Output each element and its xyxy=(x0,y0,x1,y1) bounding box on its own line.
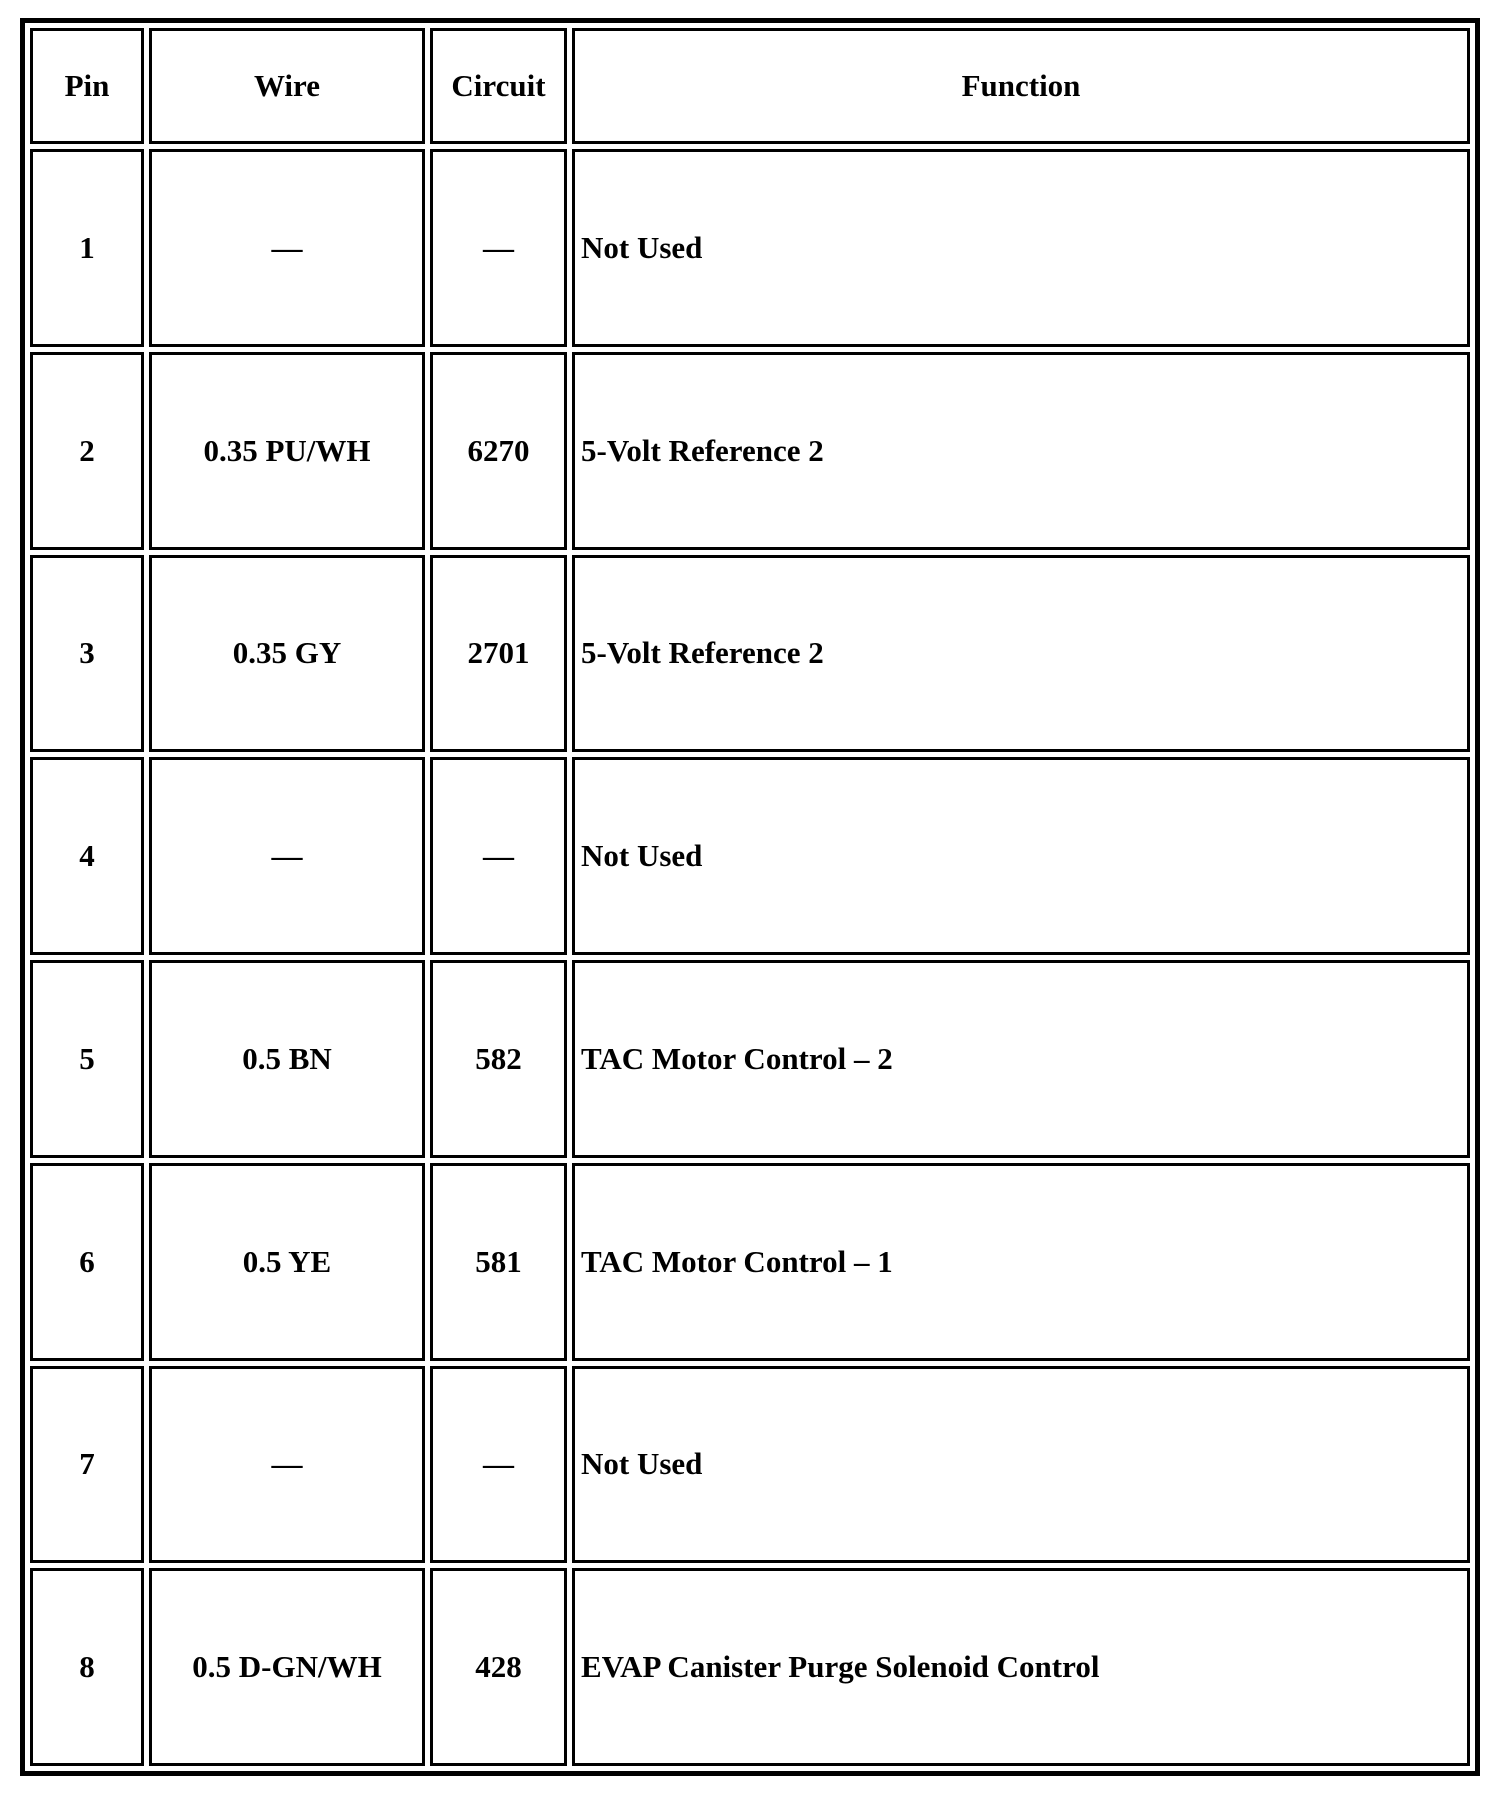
function-cell: Not Used xyxy=(572,149,1470,347)
circuit-cell: 582 xyxy=(430,960,567,1158)
table-header-row xyxy=(30,28,1470,144)
wire-cell: — xyxy=(149,1366,425,1564)
wire-cell: 0.5 YE xyxy=(149,1163,425,1361)
circuit-cell: — xyxy=(430,1366,567,1564)
wire-cell: — xyxy=(149,757,425,955)
pin-cell: 7 xyxy=(30,1366,144,1564)
header-pin: Pin xyxy=(30,28,144,144)
circuit-cell: — xyxy=(430,757,567,955)
function-cell: 5-Volt Reference 2 xyxy=(572,555,1470,753)
circuit-cell: 6270 xyxy=(430,352,567,550)
header-function: Function xyxy=(572,28,1470,144)
table-row xyxy=(30,1163,1470,1361)
function-cell: TAC Motor Control – 1 xyxy=(572,1163,1470,1361)
pin-cell: 3 xyxy=(30,555,144,753)
pin-cell: 6 xyxy=(30,1163,144,1361)
table-row xyxy=(30,352,1470,550)
pin-cell: 5 xyxy=(30,960,144,1158)
pin-cell: 2 xyxy=(30,352,144,550)
header-circuit: Circuit xyxy=(430,28,567,144)
function-cell: Not Used xyxy=(572,1366,1470,1564)
table-row xyxy=(30,1366,1470,1564)
pin-cell: 4 xyxy=(30,757,144,955)
pin-cell: 1 xyxy=(30,149,144,347)
header-wire: Wire xyxy=(149,28,425,144)
function-cell: EVAP Canister Purge Solenoid Control xyxy=(572,1568,1470,1766)
table-row xyxy=(30,960,1470,1158)
circuit-cell: — xyxy=(430,149,567,347)
function-cell: Not Used xyxy=(572,757,1470,955)
wire-cell: — xyxy=(149,149,425,347)
circuit-cell: 2701 xyxy=(430,555,567,753)
function-cell: 5-Volt Reference 2 xyxy=(572,352,1470,550)
wire-cell: 0.35 PU/WH xyxy=(149,352,425,550)
wire-cell: 0.5 BN xyxy=(149,960,425,1158)
function-cell: TAC Motor Control – 2 xyxy=(572,960,1470,1158)
connector-pinout-table xyxy=(20,18,1480,1776)
wire-cell: 0.35 GY xyxy=(149,555,425,753)
circuit-cell: 581 xyxy=(430,1163,567,1361)
pin-cell: 8 xyxy=(30,1568,144,1766)
pinout-table xyxy=(25,23,1475,1771)
table-row xyxy=(30,555,1470,753)
table-row xyxy=(30,1568,1470,1766)
circuit-cell: 428 xyxy=(430,1568,567,1766)
table-row xyxy=(30,149,1470,347)
wire-cell: 0.5 D-GN/WH xyxy=(149,1568,425,1766)
table-row xyxy=(30,757,1470,955)
